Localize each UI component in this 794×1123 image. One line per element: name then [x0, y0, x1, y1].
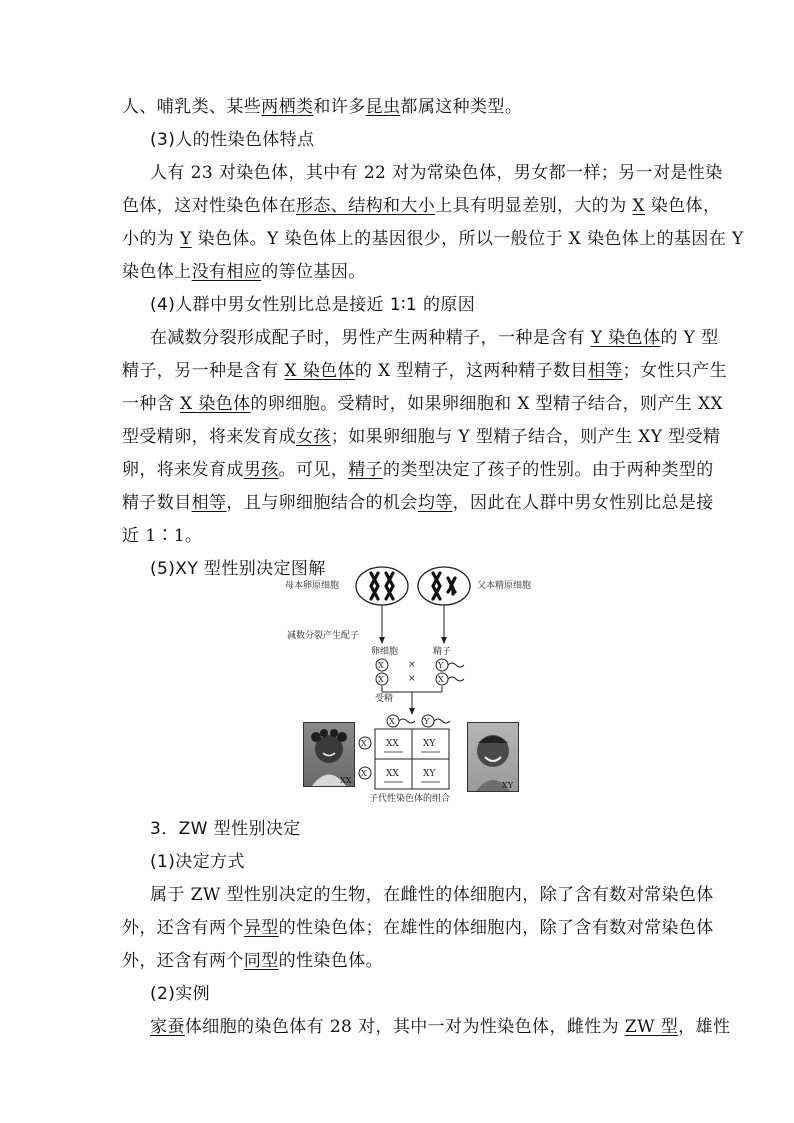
text-segment: 上具有明显差别，大的为: [435, 196, 633, 216]
punnett-cell: XY: [423, 769, 436, 779]
text-segment: 外，还含有两个: [122, 951, 244, 971]
underlined-term: 均等: [417, 493, 453, 513]
text-segment: (1)决定方式: [150, 852, 245, 872]
egg-x-label: X: [378, 675, 384, 684]
punnett-cell: XX: [386, 769, 399, 779]
underlined-term: 异型: [243, 918, 279, 938]
text-segment: ，雄性: [678, 1017, 731, 1037]
father-cell-label: 父本精原细胞: [477, 581, 532, 591]
subheading: [150, 128, 314, 152]
text-segment: 的 Y 型: [660, 328, 719, 348]
text-segment: (5)XY 型性别决定图解: [150, 559, 326, 579]
underlined-term: X 染色体: [284, 361, 355, 381]
text-segment: 染色体上: [122, 262, 192, 282]
text-segment: 在减数分裂形成配子时，男性产生两种精子，一种是含有: [150, 328, 591, 348]
text-line: [122, 194, 721, 218]
subheading: [150, 293, 475, 317]
header-x-label: X: [389, 717, 395, 726]
text-segment: 精子数目: [122, 493, 192, 513]
side-x-label: X: [361, 739, 367, 748]
header-y-label: Y: [424, 717, 430, 726]
text-segment: 人有 23 对染色体，其中有 22 对为常染色体，男女都一样；另一对是性染: [150, 163, 723, 183]
text-segment: ；女性只产生: [622, 361, 728, 381]
text-line: [122, 949, 383, 973]
boy-tag: XY: [502, 781, 513, 790]
text-segment: 的等位基因。: [261, 262, 366, 282]
cross-symbol: ×: [408, 660, 416, 670]
text-segment: (2)实例: [150, 984, 211, 1004]
underlined-term: Y: [180, 229, 192, 249]
underlined-term: 两栖类: [261, 97, 314, 117]
text-segment: 色体，这对性染色体在: [122, 196, 296, 216]
text-line: [122, 260, 366, 284]
fertilization-label: 受精: [375, 694, 394, 704]
father-cell: [418, 567, 470, 605]
underlined-term: 形态、结构和大小: [296, 196, 436, 216]
text-line: [122, 491, 714, 515]
text-segment: (4)人群中男女性别比总是接近 1∶1 的原因: [150, 295, 476, 315]
text-segment: 染色体。Y 染色体上的基因很少，所以一般位于 X 染色体上的基因在 Y: [191, 229, 744, 249]
text-segment: 的类型决定了孩子的性别。由于两种类型的: [383, 460, 714, 480]
text-segment: ；如果卵细胞与 Y 型精子结合，则产生 XY 型受精: [330, 427, 721, 447]
punnett-cell: XY: [423, 739, 436, 749]
boy-photo: [467, 722, 519, 792]
text-segment: 的性染色体。: [278, 951, 384, 971]
text-line: [122, 95, 522, 119]
side-x-label: X: [361, 769, 367, 778]
text-segment: 都属这种类型。: [400, 97, 523, 117]
text-segment: ，且与卵细胞结合的机会: [226, 493, 418, 513]
text-segment: 外，还含有两个: [122, 918, 244, 938]
text-segment: 卵，将来发育成: [122, 460, 244, 480]
text-segment: 精子，另一种是含有: [122, 361, 285, 381]
text-segment: ，因此在人群中男女性别比总是接: [452, 493, 714, 513]
underlined-term: 家蚕: [150, 1017, 185, 1037]
mother-cell: [356, 567, 408, 605]
cross-symbol: ×: [408, 674, 416, 684]
text-line: [122, 524, 202, 548]
underlined-term: 女孩: [296, 427, 331, 447]
text-line: [150, 883, 714, 907]
underlined-term: 没有相应: [191, 262, 262, 282]
text-line: [122, 359, 728, 383]
punnett-cell: XX: [386, 739, 399, 749]
text-line: [150, 326, 718, 350]
underlined-term: 男孩: [243, 460, 279, 480]
text-segment: (3)人的性染色体特点: [150, 130, 315, 150]
girl-tag: XX: [340, 776, 352, 785]
girl-photo: [303, 722, 355, 787]
text-segment: 型受精卵，将来发育成: [122, 427, 296, 447]
underlined-term: 昆虫: [365, 97, 401, 117]
text-segment: 染色体，: [644, 196, 721, 216]
text-segment: 。可见，: [278, 460, 349, 480]
subheading: [150, 850, 245, 874]
text-segment: 近 1∶1。: [122, 526, 203, 546]
mother-cell-label: 母本卵原细胞: [285, 581, 340, 591]
sperm-x-label: X: [438, 675, 444, 684]
text-line: [122, 227, 744, 251]
text-segment: 体细胞的染色体有 28 对，其中一对为性染色体，雌性为: [184, 1017, 625, 1037]
text-segment: 属于 ZW 型性别决定的生物，在雌性的体细胞内，除了含有数对常染色体: [150, 885, 714, 905]
offspring-caption: 子代性染色体的组合: [369, 794, 451, 804]
text-segment: 3．ZW 型性别决定: [150, 819, 301, 839]
text-line: [122, 392, 724, 416]
underlined-term: 相等: [191, 493, 227, 513]
text-segment: 人、哺乳类、某些: [122, 97, 262, 117]
underlined-term: Y 染色体: [590, 328, 661, 348]
underlined-term: 相等: [587, 361, 623, 381]
meiosis-label: 减数分裂产生配子: [287, 631, 360, 641]
section-heading: [150, 817, 301, 841]
underlined-term: 精子: [348, 460, 384, 480]
text-segment: 小的为: [122, 229, 181, 249]
egg-label: 卵细胞: [371, 647, 399, 657]
egg-x-label: X: [378, 661, 384, 670]
text-line: [122, 916, 714, 940]
sperm-y-label: Y: [438, 661, 444, 670]
underlined-term: 同型: [243, 951, 279, 971]
text-segment: 的性染色体；在雄性的体细胞内，除了含有数对常染色体: [278, 918, 714, 938]
underlined-term: ZW 型: [624, 1017, 679, 1037]
text-line: [122, 458, 714, 482]
text-segment: 和许多: [313, 97, 366, 117]
subheading: [150, 982, 210, 1006]
text-line: [122, 425, 721, 449]
text-line: [150, 161, 723, 185]
text-line: [150, 1015, 730, 1039]
sperm-label: 精子: [433, 647, 452, 657]
text-segment: 一种含: [122, 394, 181, 414]
underlined-term: X 染色体: [180, 394, 251, 414]
underlined-term: X: [632, 196, 645, 216]
text-segment: 的 X 型精子，这两种精子数目: [354, 361, 588, 381]
text-segment: 的卵细胞。受精时，如果卵细胞和 X 型精子结合，则产生 XX: [250, 394, 724, 414]
